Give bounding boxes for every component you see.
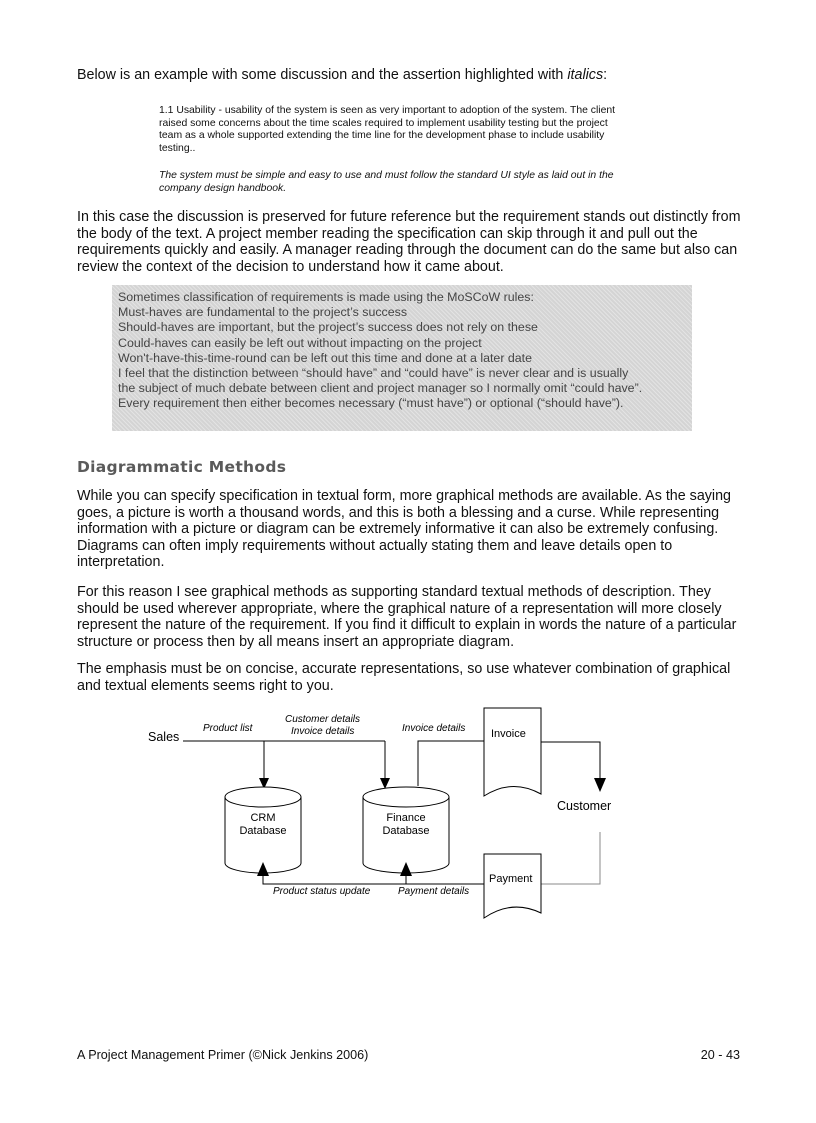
section-heading: Diagrammatic Methods xyxy=(77,458,287,476)
note-line: Sometimes classification of requirements is made using the MoSCoW rules: xyxy=(118,290,534,304)
note-line: Won't-have-this-time-round can be left out this time and done at a later date xyxy=(118,350,533,365)
note-line: Every requirement then either becomes necessary (“must have”) or optional (“should have”). xyxy=(118,396,624,411)
intro-colon: : xyxy=(603,67,608,83)
customer-label: Customer xyxy=(557,799,612,813)
intro-italic-word: italics xyxy=(567,67,604,83)
intro-paragraph xyxy=(77,67,741,84)
body-paragraph-3: For this reason I see graphical methods as supporting standard textual methods of description. They should be used wherever appropriate, where the graphical nature of a representation will more closely represent the nature of the requirement. If you find it difficult to explain in words the nature of a particular structure or process then by all means insert an appropriate diagram. xyxy=(77,584,737,650)
invoice-details-flow xyxy=(418,741,484,786)
crm-label-line2: Database xyxy=(239,825,287,837)
payment-document-shape xyxy=(484,854,541,918)
note-line: Could-haves can easily be left out without impacting on the project xyxy=(118,335,482,350)
example-paragraph: 1.1 Usability - usability of the system is seen as very important to adoption of the system. The client raised some concerns about the time scales required to implement usability testing but the project team as a whole supported extending the time line for the development phase to include usability testing.. xyxy=(159,105,616,154)
sales-label: Sales xyxy=(148,730,180,744)
finance-label-line1: Finance xyxy=(386,812,426,824)
finance-label-line2: Database xyxy=(382,825,430,837)
customer-arrowhead xyxy=(594,778,606,792)
finance-database-cylinder-top xyxy=(363,787,449,807)
payment-label: Payment xyxy=(489,873,533,885)
crm-database-cylinder-top xyxy=(225,787,301,807)
product-status-update-label: Product status update xyxy=(273,886,371,897)
body-paragraph-2: While you can specify specification in textual form, more graphical methods are available. As the saying goes, a picture is worth a thousand words, and this is both a blessing and a curse. While representing information with a picture or diagram can be extremely informative it can also be extremely confusing. Diagrams can often imply requirements without actually stating them and leave details open to interpretation. xyxy=(77,488,732,571)
invoice-to-customer-flow xyxy=(541,742,600,780)
payment-return-flow xyxy=(263,870,484,884)
note-line: Must-haves are fundamental to the project’s success xyxy=(118,305,408,320)
moscow-note-box xyxy=(112,285,692,431)
body-paragraph-1: In this case the discussion is preserved for future reference but the requirement stands out distinctly from the body of the text. A project member reading the specification can skip through it and pull out the requirements quickly and easily. A manager reading through the document can do the same but also can review the context of the decision to understand how it came about. xyxy=(77,209,741,275)
invoice-details-label-1: Invoice details xyxy=(291,726,355,737)
example-assertion: The system must be simple and easy to use and must follow the standard UI style as laid out in the company design handbook. xyxy=(159,170,614,194)
payment-details-label: Payment details xyxy=(398,886,470,897)
customer-details-label: Customer details xyxy=(285,714,361,725)
note-line: the subject of much debate between client and project manager so I normally omit “could have”. xyxy=(118,381,643,396)
body-paragraph-4: The emphasis must be on concise, accurate representations, so use whatever combination of graphical and textual elements seems right to you. xyxy=(77,661,731,694)
footer-page-number: 20 - 43 xyxy=(700,1048,740,1062)
customer-to-payment-flow xyxy=(541,832,600,884)
invoice-details-label-2: Invoice details xyxy=(402,723,466,734)
note-line: Should-haves are important, but the project’s success does not rely on these xyxy=(118,320,538,335)
intro-text: Below is an example with some discussion and the assertion highlighted with xyxy=(77,67,568,83)
invoice-label: Invoice xyxy=(491,728,526,740)
note-line: I feel that the distinction between “should have” and “could have” is never clear and is usually xyxy=(118,366,629,381)
footer-title: A Project Management Primer (©Nick Jenkins 2006) xyxy=(77,1048,369,1062)
crm-label-line1: CRM xyxy=(250,812,276,824)
invoice-document-shape xyxy=(484,708,541,796)
product-list-label: Product list xyxy=(203,723,253,734)
